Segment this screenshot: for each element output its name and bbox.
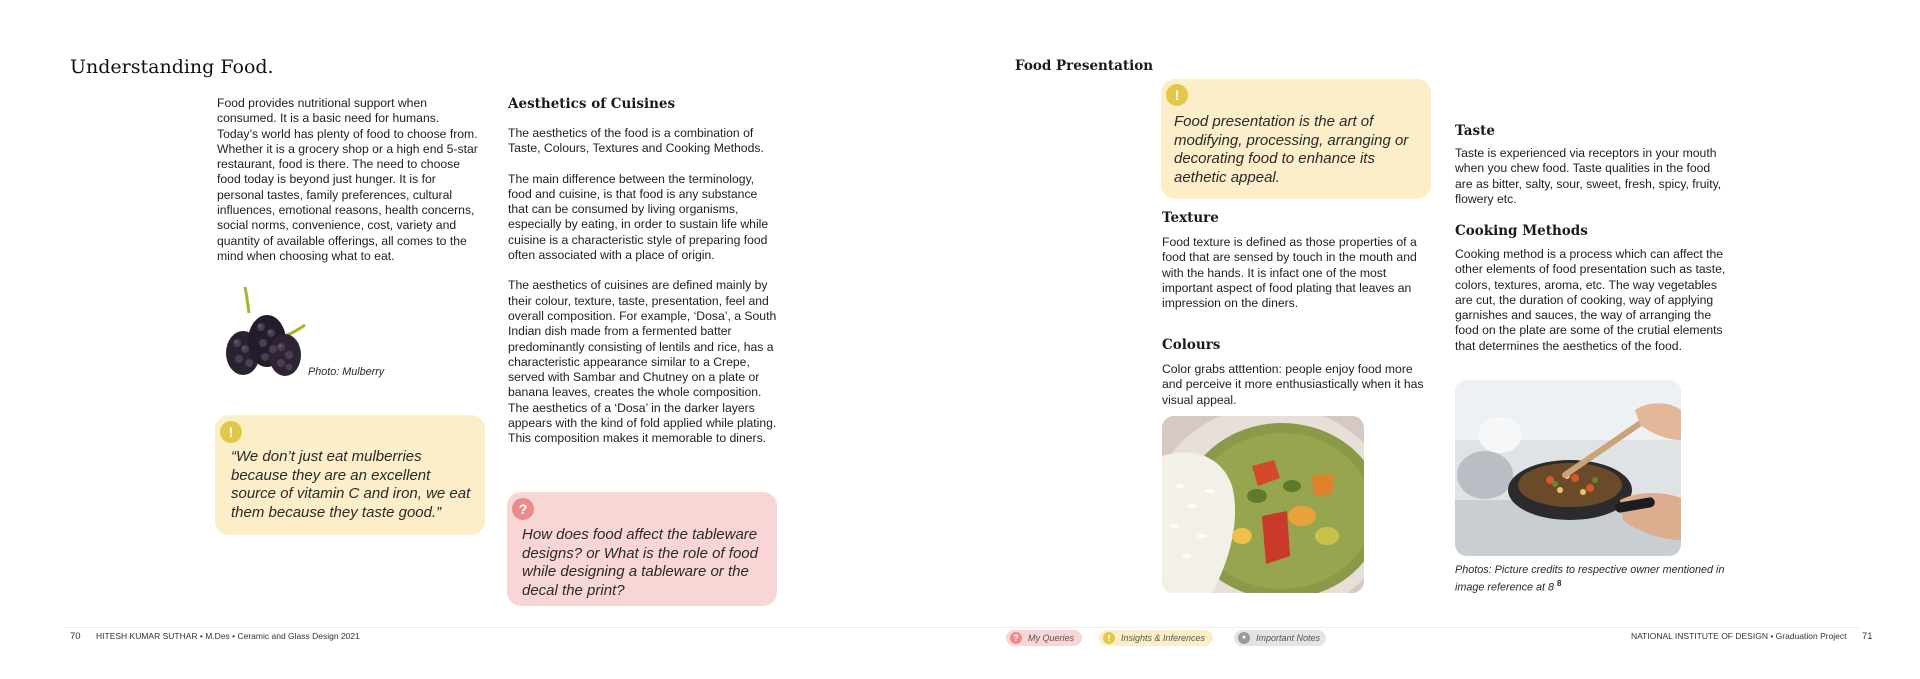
legend-important-notes-label: Important Notes — [1256, 633, 1321, 643]
legend-my-queries — [1006, 630, 1082, 646]
intro-paragraph: Food provides nutritional support when consumed. It is a basic need for humans. Today’s world has plenty of food to choose from. Whether it is a grocery shop or a high end 5-star restaurant, food is there. The need to choose food today is beyond just hunger. It is for personal tastes, family preferences, cultural influences, emotional reasons, health concerns, social norms, convenience, cost, variety and quantity of available offerings, all comes to the mind when choosing what to eat. — [217, 96, 478, 263]
definition-callout-text: Food presentation is the art of modifying, processing, arranging or decorating food to enhance its aethetic appeal. — [1174, 113, 1409, 186]
colours-text: Color grabs atttention: people enjoy food more and perceive it more enthusiastically when it has visual appeal. — [1162, 362, 1424, 407]
texture-text: Food texture is defined as those properties of a food that are sensed by touch in the mouth and with the hands. It is infact one of the most important aspect of food plating that leaves an impression on the diners. — [1162, 235, 1417, 311]
legend-insights — [1099, 630, 1213, 646]
exclamation-icon: ! — [1103, 632, 1115, 644]
right-page-title: Food Presentation — [1015, 58, 1154, 74]
mulberry-photo-caption: Photo: Mulberry — [308, 366, 385, 378]
exclamation-icon: ! — [1166, 84, 1188, 106]
cooking-photo-caption — [1455, 563, 1735, 595]
query-callout — [507, 492, 777, 606]
legend-insights-label: Insights & Inferences — [1121, 633, 1206, 643]
cooking-photo — [1455, 380, 1681, 556]
legend-my-queries-label: My Queries — [1028, 633, 1075, 643]
aesthetics-paragraph-3: The aesthetics of cuisines are defined mainly by their colour, texture, taste, presentation, feel and overall composition. For example, ‘Dosa’, a South Indian dish made from a fermented batter predominantly consisting of lentils and rice, has a characteristic appearance similar to a Crepe, served with Sambar and Chutney on a plate or banana leaves, creates the whole composition. The aesthetics of a ‘Dosa’ in the darker layers appears with the kind of fold applied while plating. This composition makes it memorable to diners. — [508, 278, 777, 446]
texture-heading: Texture — [1162, 210, 1219, 226]
aesthetics-text — [508, 126, 778, 462]
left-page-title: Understanding Food. — [70, 56, 274, 78]
curry-photo — [1162, 416, 1364, 593]
insight-callout — [215, 415, 485, 535]
legend-important-notes — [1234, 630, 1326, 646]
question-icon: ? — [512, 498, 534, 520]
cooking-photo-caption-text: Photos: Picture credits to respective owner mentioned in image reference at 8 — [1455, 564, 1725, 594]
left-page-number: 70 — [70, 631, 81, 642]
cooking-methods-text: Cooking method is a process which can affect the other elements of food presentation such as taste, colors, textures, aroma, etc. The way vegetables are cut, the duration of cooking, way of applying garnishes and sauces, the way of arranging the food on the plate are some of the crutial elements that determines the aesthetics of the food. — [1455, 247, 1726, 353]
question-icon: ? — [1010, 632, 1022, 644]
taste-text: Taste is experienced via receptors in your mouth when you chew food. Taste qualities in the food are as bitter, salty, sour, sweet, fresh, spicy, fruity, flowery etc. — [1455, 146, 1722, 206]
aesthetics-heading: Aesthetics of Cuisines — [508, 96, 676, 112]
note-icon: ● — [1238, 632, 1250, 644]
reference-marker: 8 — [1557, 579, 1562, 588]
taste-heading: Taste — [1455, 123, 1495, 139]
aesthetics-paragraph-1: The aesthetics of the food is a combination of Taste, Colours, Textures and Cooking Methods. — [508, 126, 764, 156]
exclamation-icon: ! — [220, 421, 242, 443]
right-footer-text: NATIONAL INSTITUTE OF DESIGN • Graduation Project — [1631, 631, 1847, 641]
mulberry-photo — [215, 283, 321, 383]
insight-callout-text: “We don’t just eat mulberries because they are an excellent source of vitamin C and iron, we eat them because they taste good.” — [231, 448, 471, 521]
definition-callout — [1161, 79, 1431, 199]
cooking-methods-heading: Cooking Methods — [1455, 223, 1588, 239]
query-callout-text: How does food affect the tableware designs? or What is the role of food while designing a tableware or the decal the print? — [522, 526, 758, 599]
left-footer-text: HITESH KUMAR SUTHAR • M.Des • Ceramic and Glass Design 2021 — [96, 631, 360, 641]
footer-divider — [66, 627, 1859, 628]
aesthetics-paragraph-2: The main difference between the terminology, food and cuisine, is that food is any substance that can be consumed by living organisms, especially by eating, in order to sustain life while cuisine is a characteristic style of preparing food often associated with a place of origin. — [508, 171, 769, 263]
right-page-number: 71 — [1862, 631, 1873, 642]
colours-heading: Colours — [1162, 337, 1221, 353]
